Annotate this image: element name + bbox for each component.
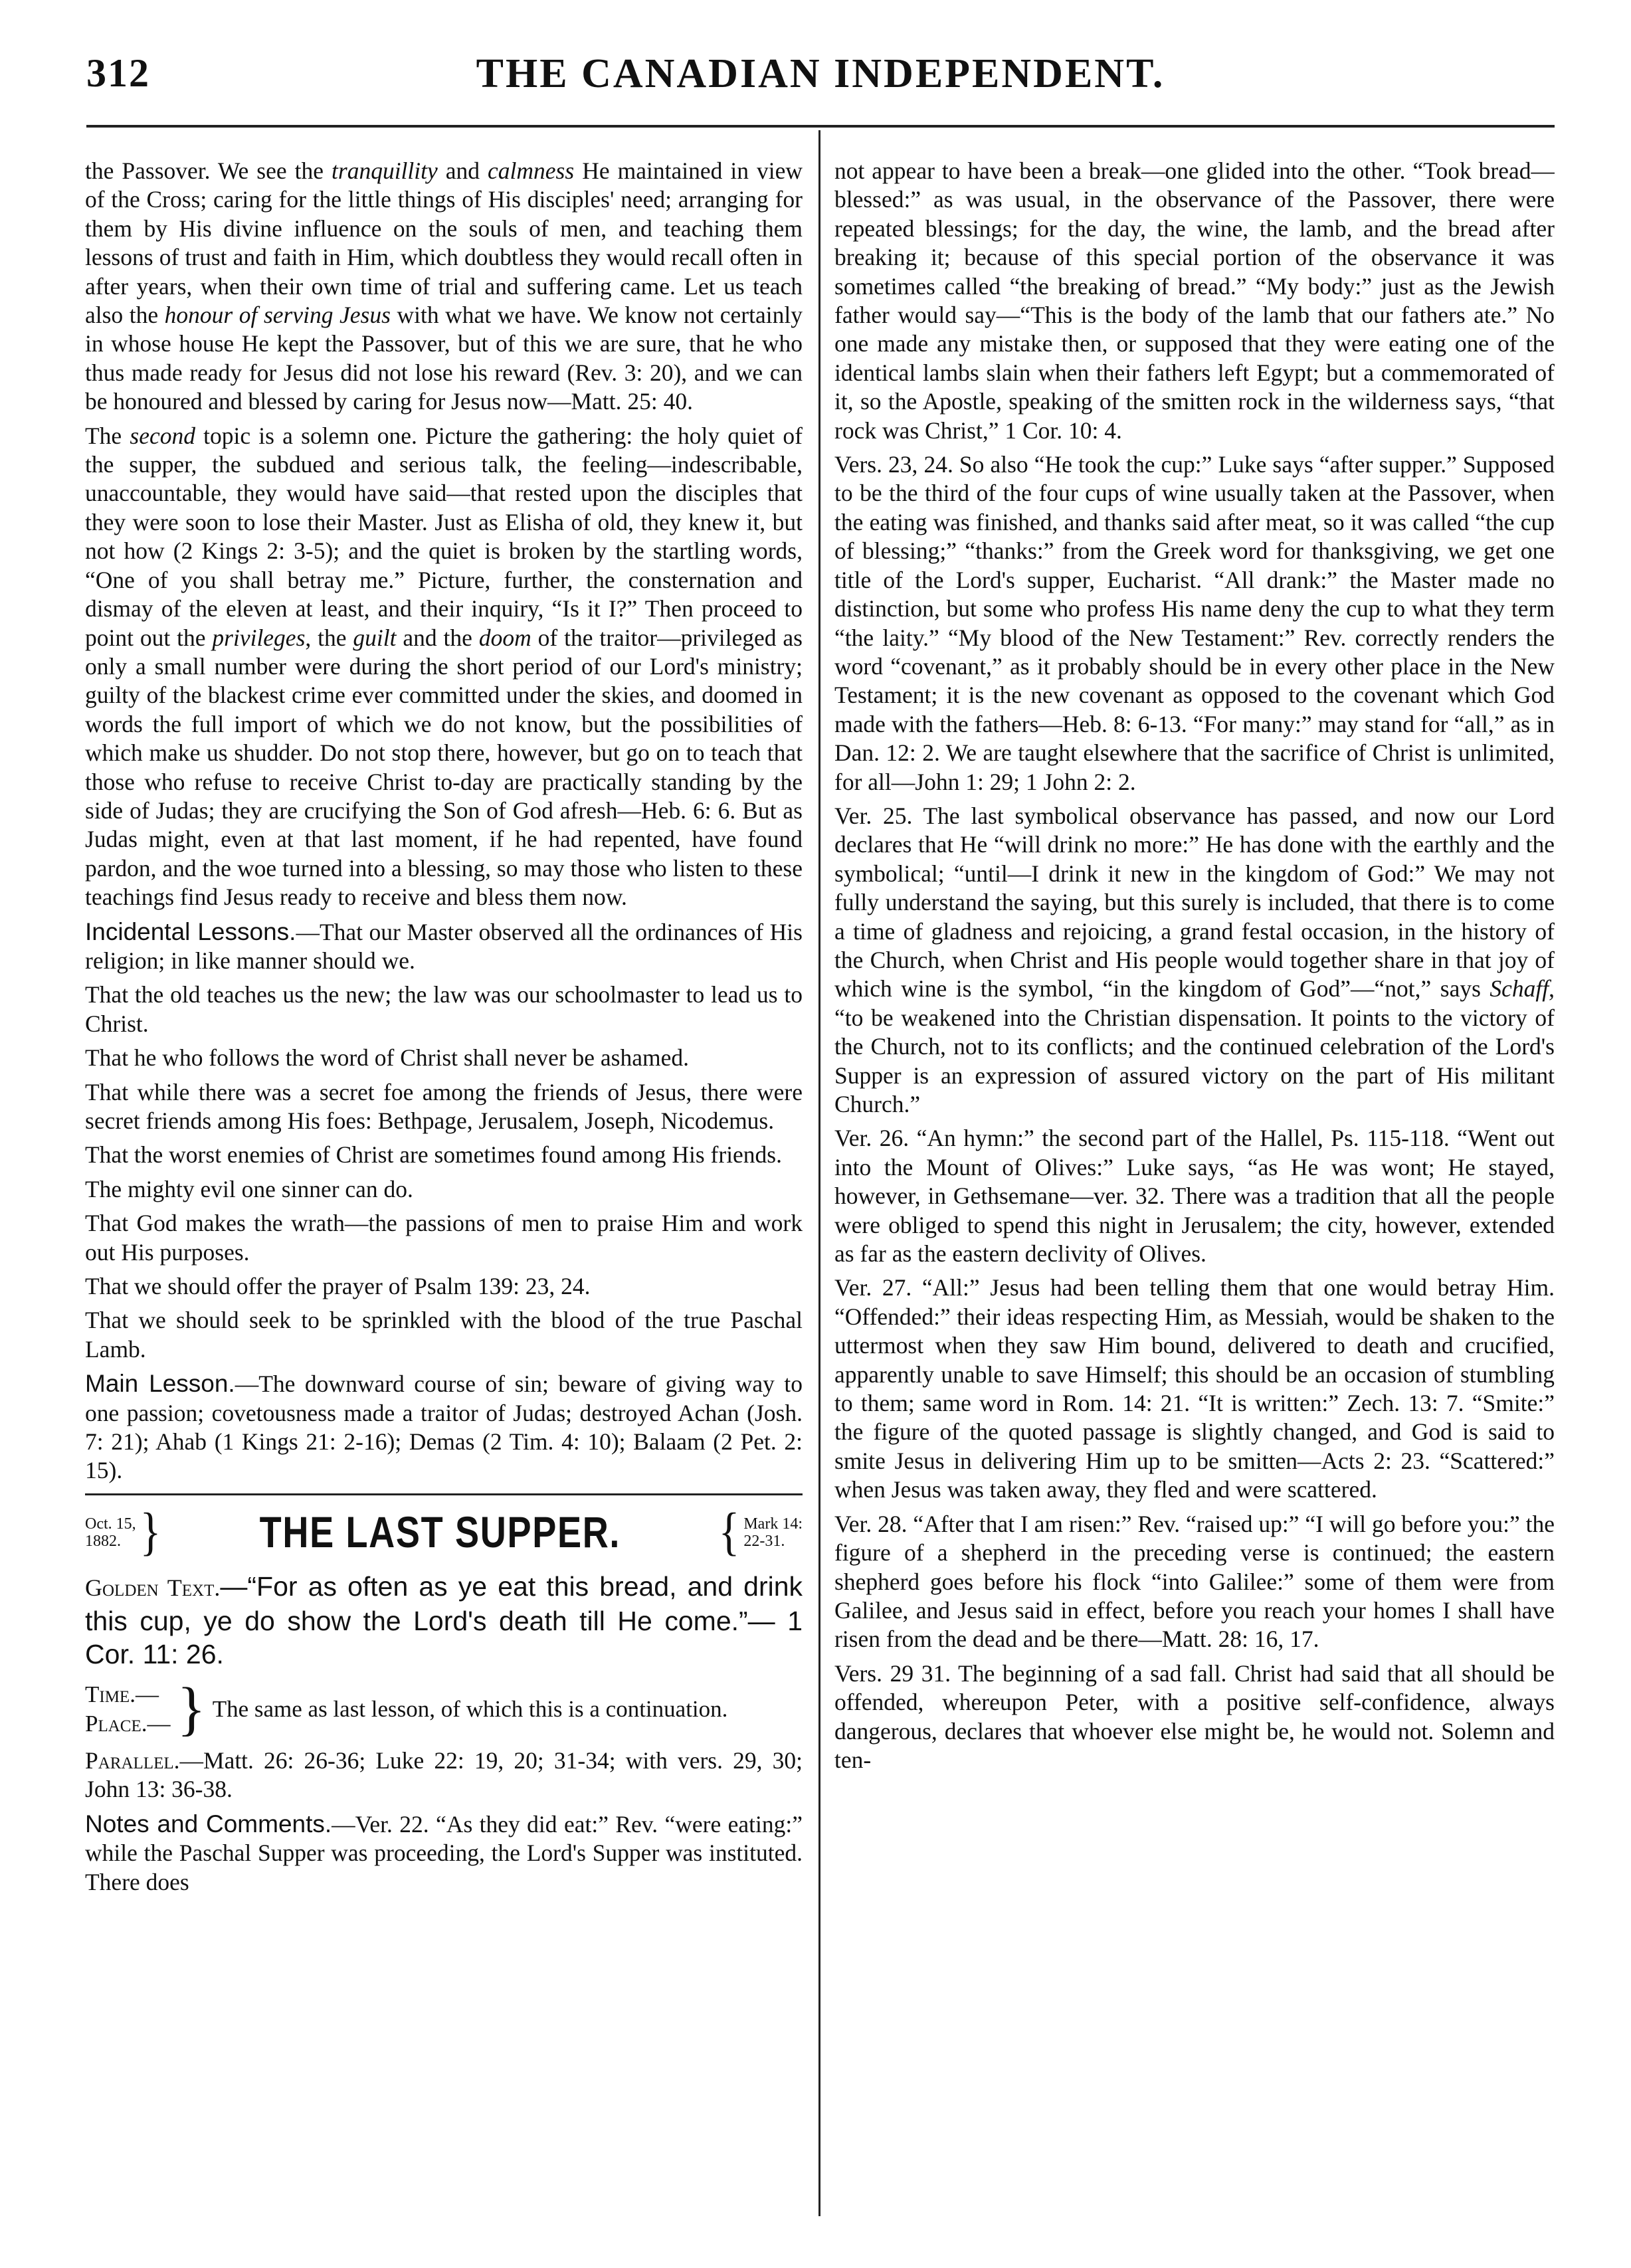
running-title: THE CANADIAN INDEPENDENT. [476,51,1165,96]
lesson-item: That he who follows the word of Christ shall never be ashamed. [85,1044,689,1072]
main-lesson-heading: Main Lesson. [85,1370,235,1398]
time-label: Time.— [85,1681,159,1707]
column-divider [818,130,820,2216]
paragraph-vers-23-24: Vers. 23, 24. So also “He took the cup:” Luke says “after supper.” Supposed to be the third of the four cups of wine usually taken at the Passover, when the eating was finished, and thanks said after meat, so it was called “the cup of blessing;” “thanks:” from the Greek word for thanksgiving, we get one title of the Lord's supper, Eucharist. “All drank:” the Master made no distinction, but some who profess His name deny the cup to what they term “the laity.” “My blood of the New Testament:” Rev. correctly renders the word “covenant,” as it probably should be in every other place in the New Testament; it is the new covenant as opposed to the covenant which God made with the fathers—Heb. 8: 6-13. “For many:” may stand for “all,” as in Dan. 12: 2. We are taught elsewhere that the sacrifice of Christ is unlimited, for all—John 1: 29; 1 John 2: 2. [834,451,1555,795]
parallel-label: Parallel. [85,1747,180,1774]
lesson-date: Oct. 15, 1882. } [85,1503,161,1562]
parallel: Parallel.—Matt. 26: 26-36; Luke 22: 19, 20; 31-34; with vers. 29, 30; John 13: 36-38. [85,1747,803,1803]
paragraph-ver-28: Ver. 28. “After that I am risen:” Rev. “raised up:” “I will go before you:” the figure of a shepherd in the preceding verse is continued; the eastern shepherd goes before his flock “into Galilee:” some of them were from Galilee, and Jesus said in effect, before you reach your homes I shall have risen from the dead and be there—Matt. 28: 16, 17. [834,1510,1555,1653]
page-header [86,39,1555,112]
lesson-item: That the worst enemies of Christ are sometimes found among His friends. [85,1141,783,1169]
paragraph-ver-26: Ver. 26. “An hymn:” the second part of the Hallel, Ps. 115-118. “Went out into the Mount of Olives:” Luke says, “as He was wont; He stayed, however, in Gethsemane—ver. 32. There was a tradition that all the people were obliged to spend this night in Jerusalem; the city, however, extended as far as the eastern declivity of Olives. [834,1125,1555,1268]
incidental-lessons: Incidental Lessons.—That our Master observed all the ordinances of His religion; in like manner should we. [85,917,803,974]
incidental-lessons-heading: Incidental Lessons. [85,917,296,945]
lesson-item: That the old teaches us the new; the law was our schoolmaster to lead us to Christ. [85,981,803,1037]
paragraph-ver-25: Ver. 25. The last symbolical observance has passed, and now our Lord declares that He “will drink no more:” He has done with the earthly and the symbolical; “until—I drink it new in the kingdom of God:” We may not fully understand the saying, but this surely is included, that there is to come a time of gladness and rejoicing, a grand festal occasion, in the history of the Church, when Christ and His people would together share in that joy of which wine is the symbol, “in the kingdom of God”—“not,” says Schaff, “to be weakened into the Christian dispensation. It points to the victory of the Church, not to its conflicts; and the continued celebration of the Lord's Supper is an expression of assured victory on the part of His militant Church.” [834,802,1555,1117]
left-column [85,157,803,2223]
right-column [834,157,1555,2223]
lesson-item: That we should seek to be sprinkled with the blood of the true Paschal Lamb. [85,1307,803,1363]
time-place-text: The same as last lesson, of which this is a continuation. [212,1695,728,1722]
place-label: Place.— [85,1710,171,1737]
header-rule [86,125,1555,128]
notes-and-comments: Notes and Comments.—Ver. 22. “As they did eat:” Rev. “were eating:” while the Paschal Supper was proceeding, the Lord's Supper was instituted. There does [85,1810,803,1895]
paragraph-tranquillity: the Passover. We see the tranquillity and calmness He maintained in view of the Cross; caring for the little things of His disciples' need; arranging for them by His divine influence on the souls of men, and teaching them lessons of trust and faith in Him, which doubtless they would recall often in after years, when their own time of trial and suffering came. Let us teach also the honour of serving Jesus with what we have. We know not certainly in whose house He kept the Passover, but of this we are sure, that he who thus made ready for Jesus did not lose his reward (Rev. 3: 20), and we can be honoured and blessed by caring for Jesus now—Matt. 25: 40. [85,157,803,415]
paragraph-vers-29-31: Vers. 29 31. The beginning of a sad fall. Christ had said that all should be offended, whereupon Peter, with a positive self-confidence, always dangerous, declares that whoever else might be, he would not. Solemn and ten- [834,1659,1555,1773]
lesson-title-row [85,1502,803,1563]
lesson-item: That God makes the wrath—the passions of men to praise Him and work out His purposes. [85,1210,803,1266]
lesson-reference: { Mark 14: 22-31. [718,1503,803,1562]
lesson-item: That while there was a secret foe among the friends of Jesus, there were secret friends among His foes: Bethpage, Jerusalem, Joseph, Nicodemus. [85,1078,803,1134]
paragraph-ver-27: Ver. 27. “All:” Jesus had been telling them that one would betray Him. “Offended:” their ideas respecting Him, as Messiah, would be shaken to the uttermost when they saw Him bound, delivered to death and crucified, apparently unable to save Himself; this should be an occasion of stumbling to them; same word in Rom. 14: 21. “It is written:” Zech. 13: 7. “Smite:” the figure of the quoted passage is slightly changed, and God is said to smite Jesus in delivering Him up to be smitten—Acts 2: 23. “Scattered:” when Jesus was taken away, they fled and were scattered. [834,1274,1555,1503]
notes-heading: Notes and Comments. [85,1810,332,1838]
lesson-item: That we should offer the prayer of Psalm 139: 23, 24. [85,1273,591,1300]
golden-text: Golden Text.—“For as often as ye eat this bread, and drink this cup, ye do show the Lord's death till He come.”— 1 Cor. 11: 26. [85,1570,803,1669]
time-place: Time.— Place.— } The same as last lesson, of which this is a continuation. [85,1680,803,1739]
lesson-rule [85,1493,803,1495]
main-lesson: Main Lesson.—The downward course of sin; beware of giving way to one passion; covetousness made a traitor of Judas; destroyed Achan (Josh. 7: 21); Ahab (1 Kings 21: 2-16); Demas (2 Tim. 4: 10); Balaam (2 Pet. 2: 15). [85,1370,803,1484]
lesson-title: THE LAST SUPPER. [259,1507,621,1557]
page-number: 312 [86,51,150,95]
paragraph-continuation: not appear to have been a break—one glided into the other. “Took bread—blessed:” as was usual, in the observance of the Passover, there were repeated blessings; for the day, the wine, the lamb, and the bread after breaking it; because of this special portion of the observance it was sometimes called “the breaking of bread.” “My body:” just as the Jewish father would say—“This is the body of the lamb that our fathers ate.” No one made any mistake then, or supposed that they were eating one of the identical lambs slain when their fathers left Egypt; but a commemorated of it, so the Apostle, speaking of the smitten rock in the wilderness says, “that rock was Christ,” 1 Cor. 10: 4. [834,157,1555,444]
paragraph-second-topic: The second topic is a solemn one. Picture the gathering: the holy quiet of the supper, the subdued and serious talk, the feeling—indescribable, unaccountable, they would have said—that rested upon the disciples that they were soon to lose their Master. Just as Elisha of old, they knew it, but not how (2 Kings 2: 3-5); and the quiet is broken by the startling words, “One of you shall betray me.” Picture, further, the consternation and dismay of the eleven at least, and their inquiry, “Is it I?” Then proceed to point out the privileges, the guilt and the doom of the traitor—privileged as only a small number were during the short period of our Lord's ministry; guilty of the blackest crime ever committed under the skies, and doomed in words the full import of which we do not know, but the possibilities of which make us shudder. Do not stop there, however, but go on to teach that those who refuse to receive Christ to-day are practically standing by the side of Judas; they are crucifying the Son of God afresh—Heb. 6: 6. But as Judas might, even at that last moment, if he had repented, have found pardon, and the woe turned into a blessing, so may those who listen to these teachings find Jesus ready to receive and bless them now. [85,422,803,911]
lesson-item: The mighty evil one sinner can do. [85,1175,413,1202]
golden-text-label: Golden Text. [85,1574,221,1601]
